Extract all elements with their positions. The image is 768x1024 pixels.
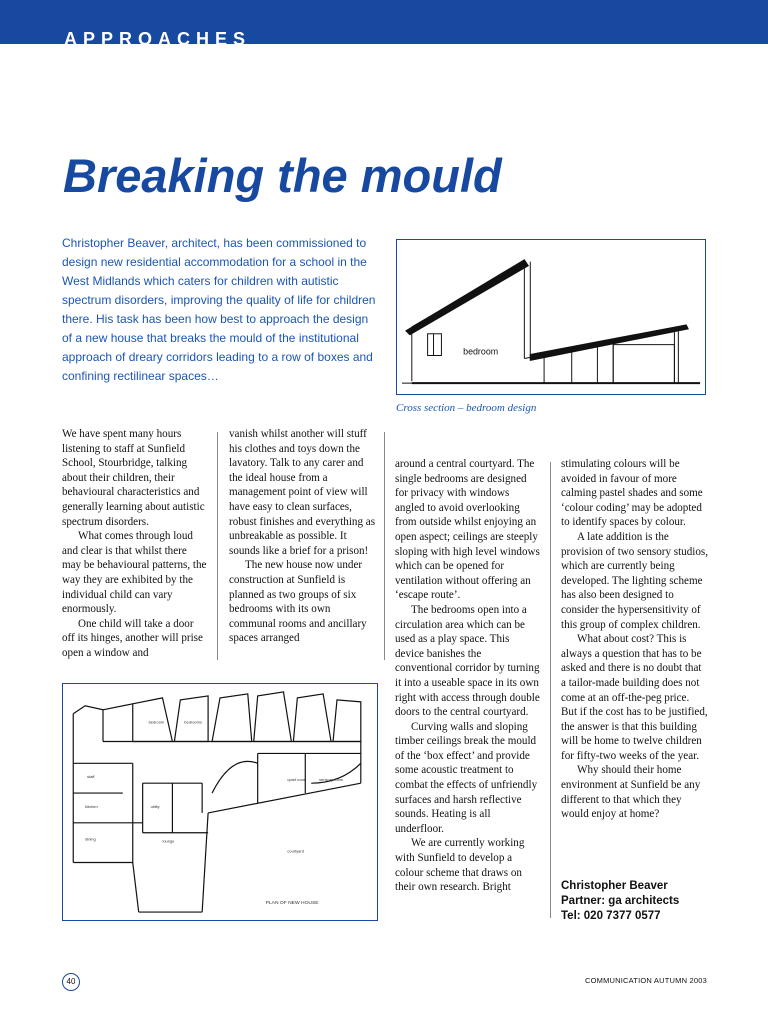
paragraph: around a central courtyard. The single bedrooms are designed for privacy with windows angled to avoid overlooking from outside whilst enjoying an open aspect; ceilings are steeply sloping with high level windows which can be opened for ventilation without offering an ‘escape route’. — [395, 458, 540, 602]
intro-standfirst: Christopher Beaver, architect, has been commissioned to design new residential accommodation for a school in the West Midlands which caters for children with autistic spectrum disorders, improving the quality of life for children there. His task has been how best to approach the design of a new house that breaks the mould of the institutional approach of dreary corridors leading to a row of boxes and confining rectilinear spaces… — [62, 236, 376, 383]
plan-label: kitchen — [85, 803, 98, 809]
page-number: 40 — [62, 973, 80, 991]
column-3 — [395, 457, 540, 895]
page-title: Breaking the mould — [63, 149, 502, 202]
column-divider — [217, 432, 218, 660]
author-role: Partner: ga architects — [561, 895, 680, 907]
paragraph: Curving walls and sloping timber ceilings break the mould of the ‘box effect’ and provide some acoustic treatment to combat the effects of unfriendly surfaces and harsh reflective sounds. Heating is all underfloor. — [395, 720, 538, 835]
column-divider — [550, 462, 551, 918]
author-phone: Tel: 020 7377 0577 — [561, 910, 661, 922]
plan-label: lounge — [162, 838, 175, 844]
floor-plan-figure — [62, 683, 378, 921]
paragraph: A late addition is the provision of two sensory studios, which are currently being developed. The lighting scheme has also been designed to consider the hypersensitivity of this group of complex children. — [561, 530, 708, 631]
plan-label: bedroom — [148, 719, 165, 725]
author-name: Christopher Beaver — [561, 880, 668, 892]
plan-label: staff — [87, 774, 95, 780]
publication-footer: COMMUNICATION AUTUMN 2003 — [585, 976, 707, 985]
cross-section-figure — [396, 239, 706, 395]
paragraph: We are currently working with Sunfield to develop a colour scheme that draws on their own research. Bright — [395, 837, 525, 894]
figure-caption: Cross section – bedroom design — [396, 402, 537, 414]
plan-label: dining — [85, 836, 96, 842]
column-divider — [384, 432, 385, 660]
plan-label: sensory room — [319, 777, 344, 783]
plan-label: bedrooms — [184, 719, 202, 725]
paragraph: The new house now under construction at Sunfield is planned as two groups of six bedrooms with its own communal rooms and ancillary spaces arranged — [229, 559, 367, 645]
cross-section-drawing — [397, 240, 705, 394]
paragraph: What comes through loud and clear is that whilst there may be behavioural patterns, the way they are exhibited by the individual child can vary enormously. — [62, 530, 207, 616]
paragraph: One child will take a door off its hinges, another will prise open a window and — [62, 617, 203, 659]
paragraph: What about cost? This is always a question that has to be asked and there is no doubt that a tailor-made building does not come at an off-the-peg price. But if the cost has to be justified, the answer is that this building will be home to twelve children for fifty-two weeks of the year. — [561, 633, 708, 762]
paragraph: Why should their home environment at Sunfield be any different to that which they would enjoy at home? — [561, 764, 701, 821]
floor-plan-drawing — [63, 684, 377, 920]
bedroom-label: bedroom — [463, 346, 499, 357]
author-signature — [561, 879, 679, 924]
column-1 — [62, 427, 207, 661]
header-bar — [0, 0, 768, 49]
plan-title: PLAN OF NEW HOUSE — [265, 901, 319, 907]
column-2 — [229, 427, 376, 646]
paragraph: stimulating colours will be avoided in favour of more calming pastel shades and some ‘colour coding’ may be adopted to identify spaces by colour. — [561, 458, 703, 529]
paragraph: The bedrooms open into a circulation area which can be used as a play space. This device banishes the conventional corridor by turning it into a useable space in its own right with access through double doors to the central courtyard. — [395, 603, 540, 719]
plan-label: courtyard — [287, 848, 304, 854]
plan-label: quiet room — [287, 777, 307, 783]
paragraph: vanish whilst another will stuff his clothes and toys down the lavatory. Talk to any carer and the ideal house from a management point of view will have easy to clean surfaces, robust finishes and everything as unbreakable as possible. It sounds like a brief for a prison! — [229, 428, 376, 557]
paragraph: We have spent many hours listening to staff at Sunfield School, Stourbridge, talking about their children, their behavioural characteristics and generally learning about autistic spectrum disorders. — [62, 428, 205, 528]
section-label: APPROACHES — [64, 29, 252, 49]
column-4 — [561, 457, 708, 822]
plan-label: utility — [150, 803, 160, 809]
